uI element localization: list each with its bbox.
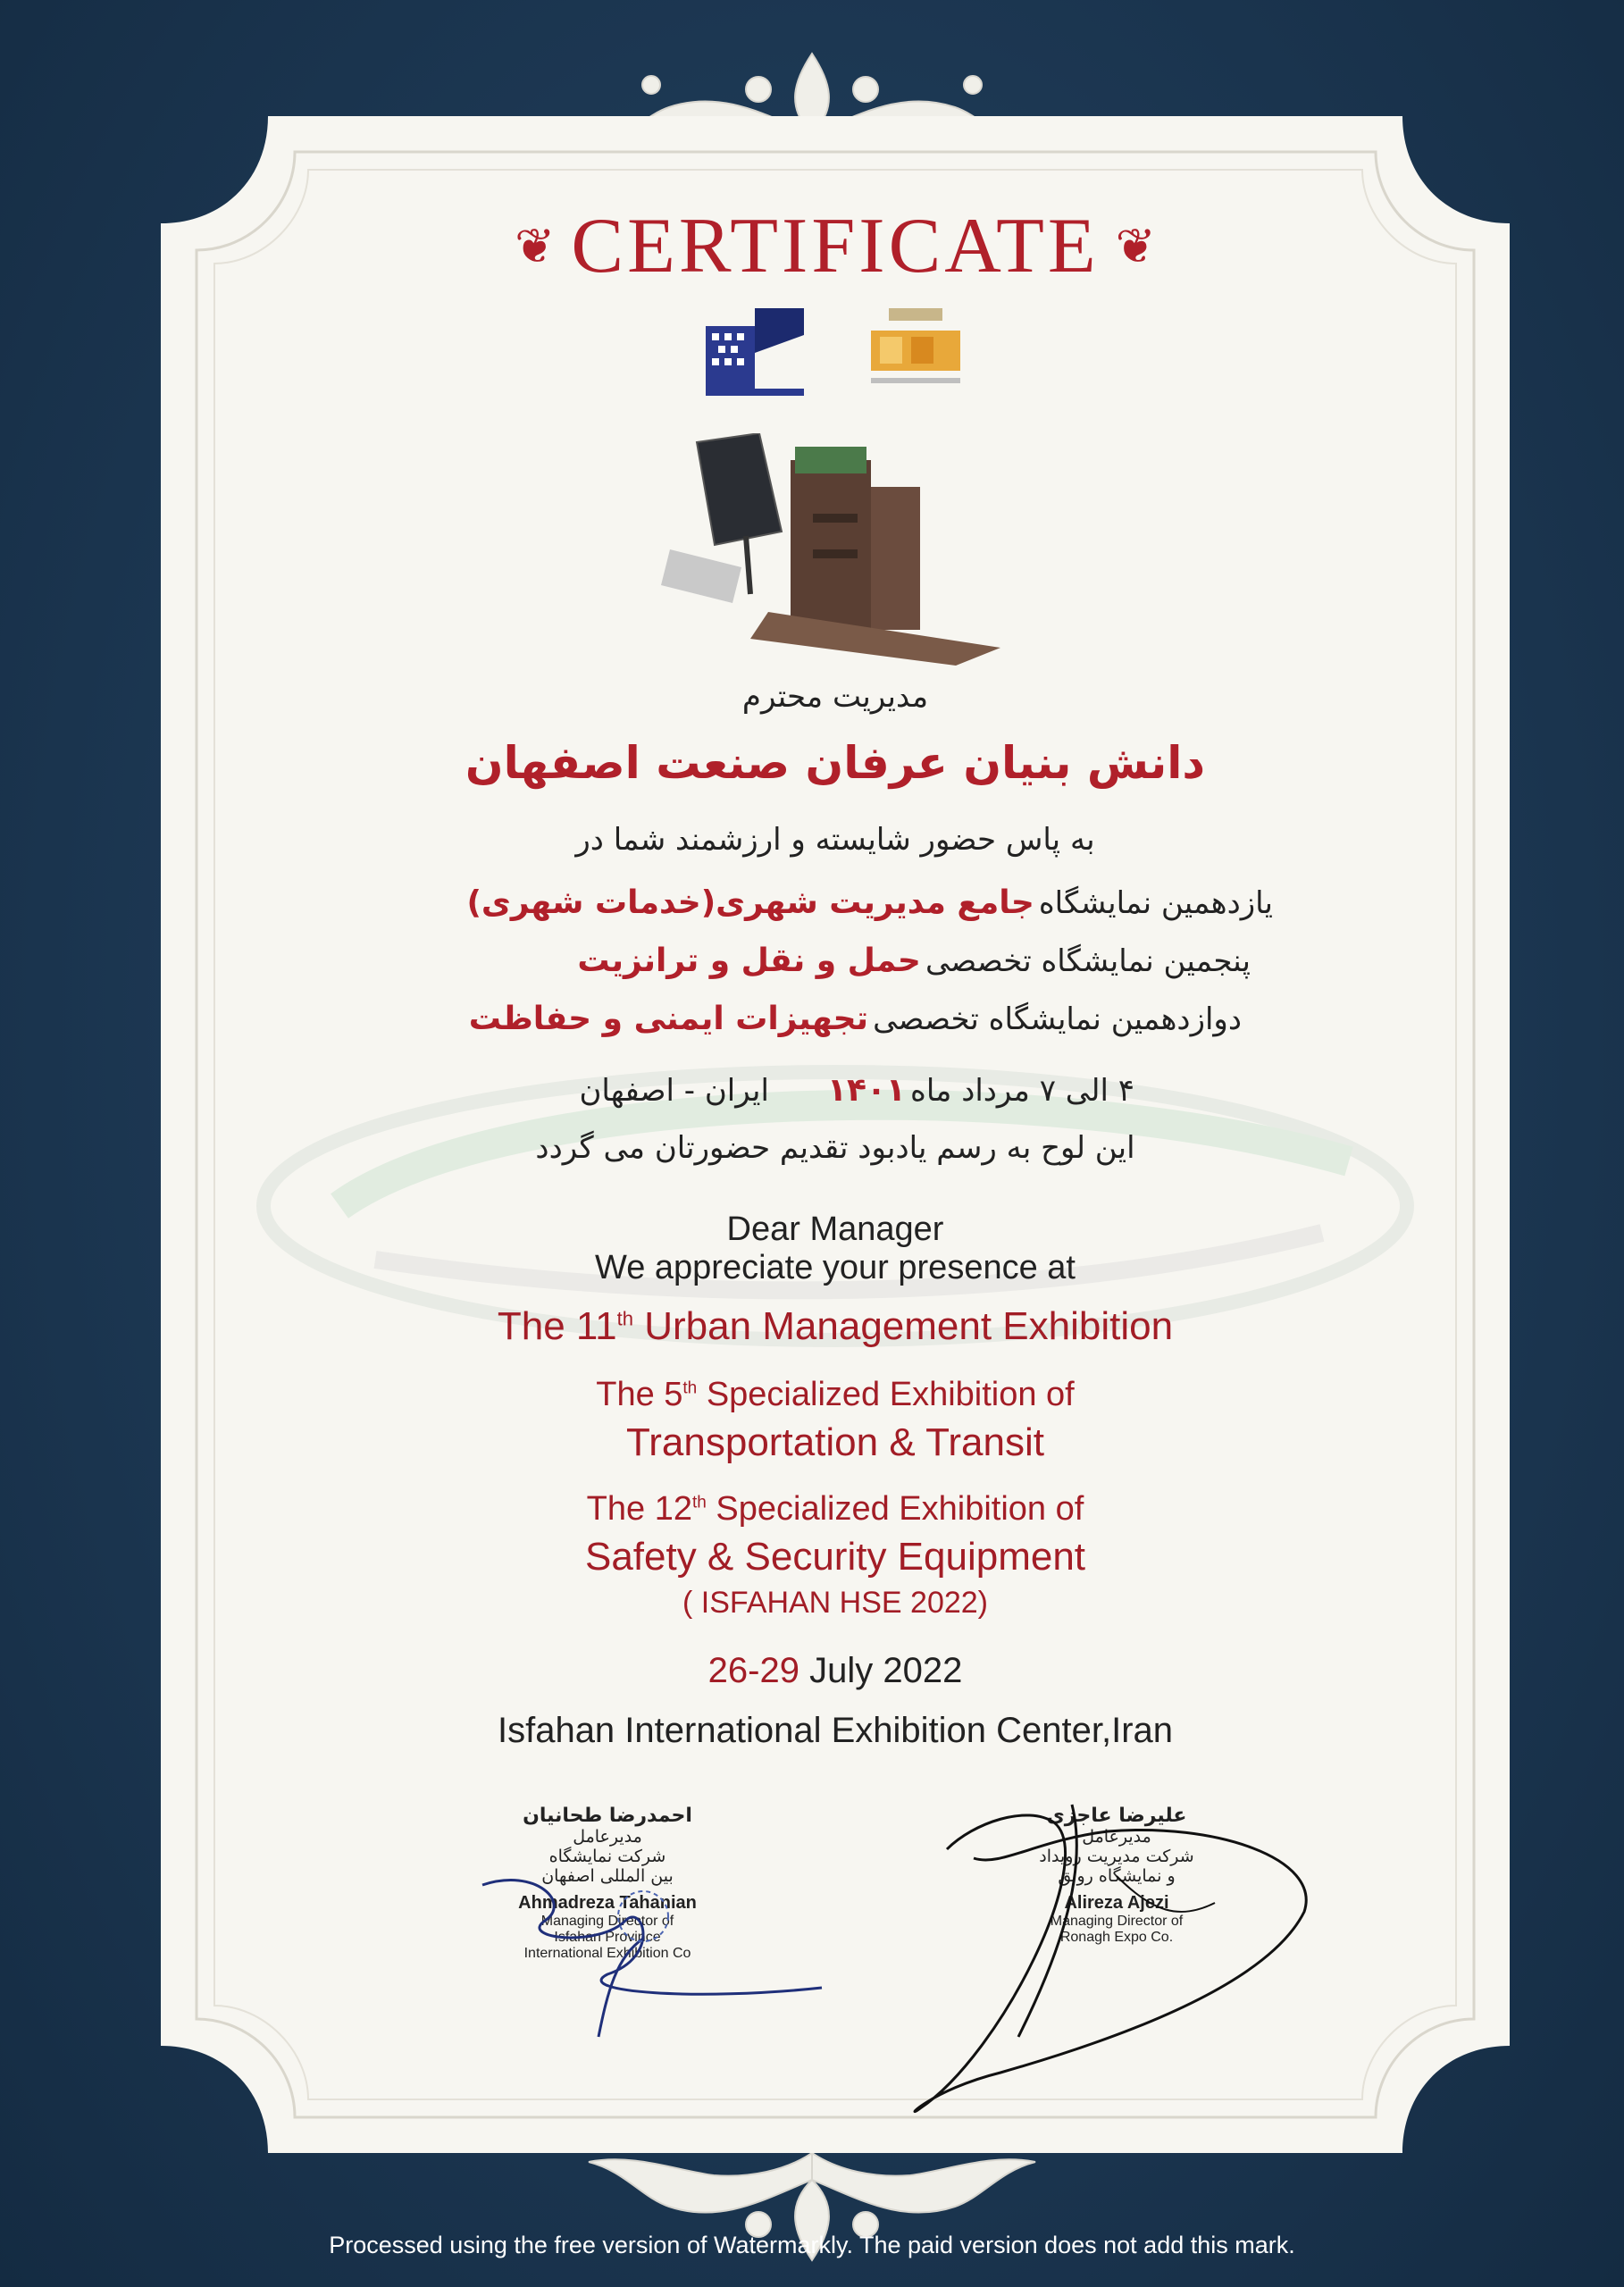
english-exhibition-2-pre: The 5 bbox=[596, 1376, 683, 1413]
signer-2-english-role-1: Managing Director of bbox=[1050, 1914, 1184, 1929]
english-exhibition-1 bbox=[161, 1304, 1510, 1349]
english-exhibition-1-sup: th bbox=[616, 1307, 633, 1330]
signer-1-persian-org-1: شرکت نمایشگاه bbox=[548, 1847, 666, 1866]
organizer-logos bbox=[161, 299, 1510, 398]
persian-exhibition-2-highlight: حمل و نقل و ترانزیت bbox=[577, 942, 921, 979]
english-greeting: Dear Manager bbox=[726, 1211, 944, 1248]
english-exhibition-2-line-1 bbox=[161, 1376, 1510, 1414]
signer-1-english-name: Ahmadreza Tahanian bbox=[518, 1893, 697, 1913]
english-date-month-year: July 2022 bbox=[799, 1651, 963, 1690]
signer-2-persian-org-2: و نمایشگاه رونق bbox=[1058, 1866, 1176, 1886]
persian-date-range: ۴ الی ۷ مرداد ماه bbox=[910, 1073, 1134, 1109]
signer-1-english-role-2: Isfahan Province bbox=[554, 1930, 661, 1945]
signer-1-persian-name: احمدرضا طحانیان bbox=[523, 1805, 692, 1827]
persian-closing: این لوح به رسم یادبود تقدیم حضورتان می گردد bbox=[535, 1130, 1135, 1166]
persian-intro: به پاس حضور شایسته و ارزشمند شما در bbox=[575, 822, 1095, 858]
persian-exhibition-3-prefix: دوازدهمین نمایشگاه تخصصی bbox=[873, 1001, 1242, 1037]
signer-2-persian-name: علیرضا عاجزی bbox=[1046, 1805, 1187, 1827]
persian-year: ۱۴۰۱ bbox=[827, 1072, 906, 1109]
english-exhibition-2-sup: th bbox=[682, 1378, 698, 1398]
english-venue: Isfahan International Exhibition Center,Iran bbox=[497, 1711, 1174, 1750]
english-exhibition-2-line-2: Transportation & Transit bbox=[626, 1420, 1044, 1464]
persian-exhibition-3-highlight: تجهیزات ایمنی و حفاظت bbox=[468, 1001, 869, 1037]
isfahan-exhibition-logo bbox=[701, 299, 808, 398]
signer-2-english-name: Alireza Ajezi bbox=[1064, 1893, 1169, 1913]
english-exhibition-3-sup: th bbox=[691, 1493, 707, 1512]
certificate-paper bbox=[161, 116, 1510, 2153]
watermark-footer-note: Processed using the free version of Watermarkly. The paid version does not add this mark. bbox=[329, 2232, 1295, 2258]
signer-2-persian-org-1: شرکت مدیریت رویداد bbox=[1039, 1847, 1194, 1866]
persian-exhibition-1-highlight: جامع مدیریت شهری(خدمات شهری) bbox=[466, 884, 1034, 921]
signature-tahanian-scribble bbox=[465, 1840, 840, 2055]
english-date bbox=[161, 1651, 1510, 1691]
english-exhibition-1-post: Urban Management Exhibition bbox=[632, 1304, 1174, 1348]
left-flourish: ❦ bbox=[515, 218, 556, 274]
persian-exhibition-1 bbox=[466, 884, 1273, 921]
certificate-title: CERTIFICATE bbox=[571, 203, 1100, 289]
persian-salutation: مدیریت محترم bbox=[741, 679, 929, 715]
signer-1-english-role-1: Managing Director of bbox=[540, 1914, 674, 1929]
english-exhibition-3-post: Specialized Exhibition of bbox=[706, 1490, 1084, 1528]
signer-2-persian-role: مدیرعامل bbox=[1082, 1827, 1151, 1847]
signer-1-persian-role: مدیرعامل bbox=[573, 1827, 642, 1847]
persian-exhibition-3 bbox=[469, 1001, 1242, 1037]
persian-date-line bbox=[579, 1072, 1134, 1109]
persian-company-name: دانش بنیان عرفان صنعت اصفهان bbox=[465, 737, 1206, 789]
signer-1-persian-org-2: بین المللی اصفهان bbox=[541, 1866, 674, 1886]
persian-exhibition-2 bbox=[577, 942, 1251, 979]
english-date-days: 26-29 bbox=[707, 1651, 799, 1690]
english-exhibition-3-line-1 bbox=[161, 1490, 1510, 1529]
persian-exhibition-2-prefix: پنجمین نمایشگاه تخصصی bbox=[925, 943, 1251, 979]
english-appreciation: We appreciate your presence at bbox=[595, 1249, 1076, 1286]
signer-2-english-role-2: Ronagh Expo Co. bbox=[1059, 1930, 1174, 1945]
english-exhibition-2-post: Specialized Exhibition of bbox=[697, 1376, 1075, 1413]
ronagh-expo-logo bbox=[862, 299, 969, 398]
solar-building-illustration bbox=[661, 433, 1000, 666]
signature-ajezi-scribble bbox=[893, 1769, 1322, 2144]
english-exhibition-3-line-2: Safety & Security Equipment bbox=[584, 1535, 1086, 1579]
right-flourish: ❦ bbox=[1115, 218, 1156, 274]
signer-1-english-role-3: International Exhibition Co bbox=[523, 1946, 691, 1961]
english-exhibition-1-pre: The 11 bbox=[497, 1304, 617, 1348]
persian-location: ایران - اصفهان bbox=[579, 1073, 769, 1109]
title-row bbox=[161, 201, 1510, 291]
english-exhibition-3-pre: The 12 bbox=[586, 1490, 692, 1528]
persian-exhibition-1-prefix: یازدهمین نمایشگاه bbox=[1038, 885, 1273, 921]
english-exhibition-3-line-3: ( ISFAHAN HSE 2022) bbox=[682, 1586, 988, 1620]
